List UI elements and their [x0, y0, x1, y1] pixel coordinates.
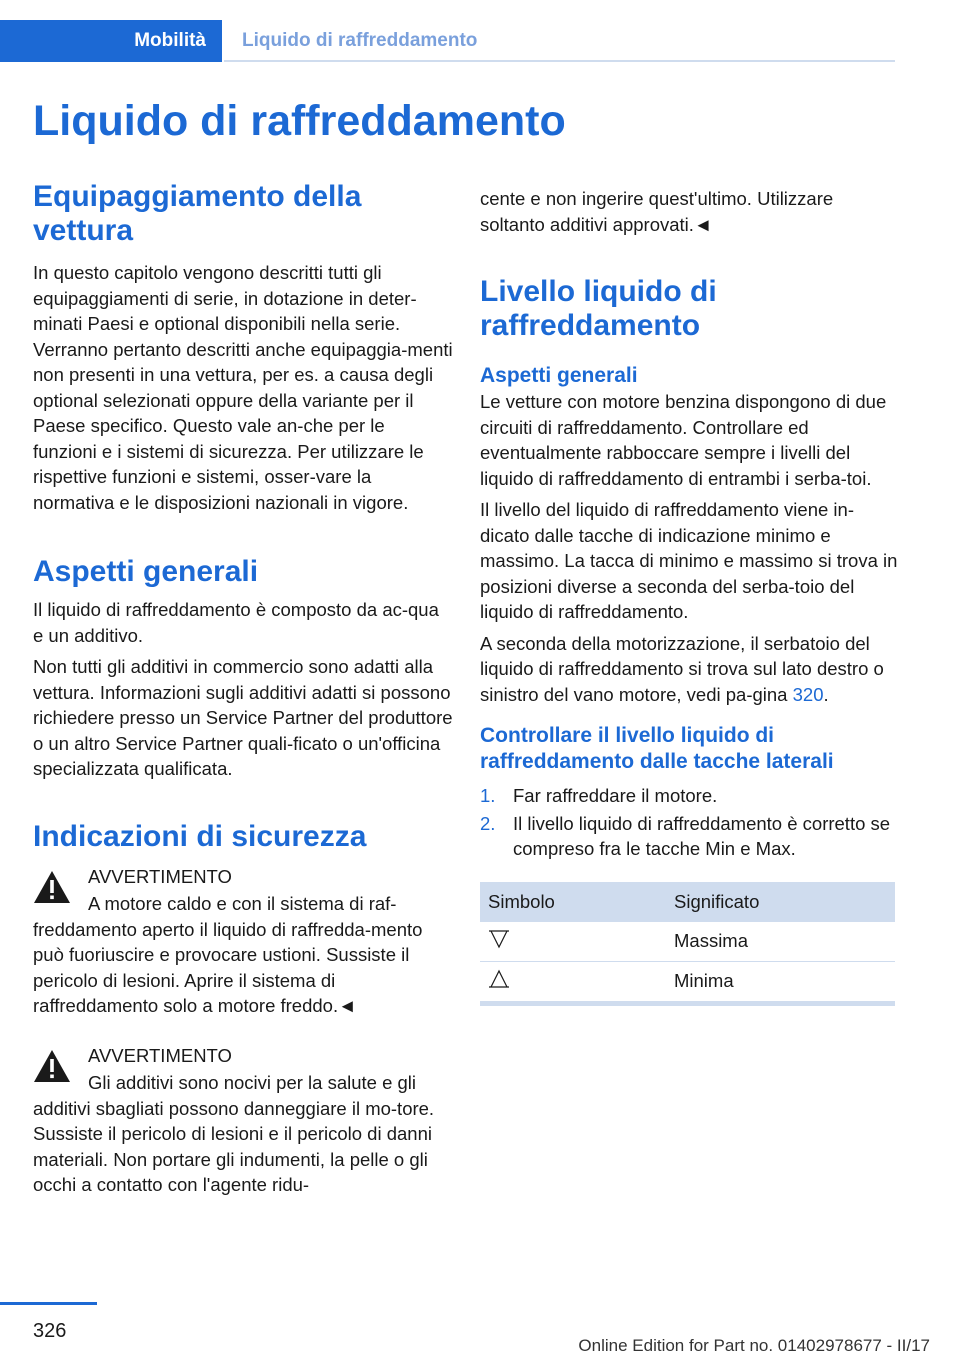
- step-number: 1.: [480, 785, 496, 806]
- level-heading: Livello liquido di raffreddamento: [480, 275, 717, 342]
- table-cell-meaning: Massima: [666, 922, 895, 962]
- table-row: [480, 961, 895, 1003]
- general-paragraph-1: Il liquido di raffreddamento è composto da ac‐qua e un additivo.: [33, 599, 439, 646]
- step-number: 2.: [480, 812, 496, 834]
- table-cell-symbol: [480, 922, 666, 962]
- general-paragraph-2: Non tutti gli additivi in commercio sono adatti alla vettura. Informazioni sugli additivi adatti si possono richiedere presso un Service Partner del produttore o un altro Service Partner quali‐ficato o un'officina specializzata qualificata.: [33, 656, 453, 779]
- check-level-heading: Controllare il livello liquido di raffreddamento dalle tacche laterali: [480, 724, 834, 773]
- table-row: [480, 922, 895, 962]
- left-column: [33, 180, 453, 1204]
- equipment-heading: Equipaggiamento della vettura: [33, 180, 362, 247]
- symbol-table: [480, 882, 895, 1006]
- max-mark-icon: [488, 928, 510, 950]
- table-header-row: [480, 882, 895, 922]
- header-section-tab[interactable]: [0, 20, 222, 62]
- equipment-text: In questo capitolo vengono descritti tutti gli equipaggiamenti di serie, in dotazione in deter‐minati Paesi e optional disponibili nella serie. Verranno pertanto descritti anche equipaggia‐menti non presenti in una vettura, per es. a causa degli optional selezionati oppure della variante per il Paese specifico. Questo vale an‐che per le funzioni e i sistemi di sicurezza. Per utilizzare le rispettive funzioni e sistemi, osser‐vare la normativa e le disposizioni nazionali in vigore.: [33, 262, 453, 513]
- page-link-320[interactable]: 320: [792, 683, 824, 705]
- warning-block-1: [33, 864, 453, 1019]
- page-title: Liquido di raffreddamento: [33, 97, 566, 145]
- table-header-symbol: Simbolo: [480, 882, 666, 922]
- header-topic-label: Liquido di raffreddamento: [242, 30, 478, 51]
- edition-label: Online Edition for Part no. 01402978677 - II/17: [578, 1336, 930, 1355]
- general-heading: Aspetti generali: [33, 555, 259, 588]
- right-column: [480, 186, 900, 1006]
- level-paragraph-2: Il livello del liquido di raffreddamento viene in‐dicato dalle tacche di indicazione minimo e massimo. La tacca di minimo e massimo si trova in posizioni diverse a seconda del serba‐toio del liquido di raffreddamento.: [480, 499, 898, 622]
- level-general-subheading: Aspetti generali: [480, 364, 638, 387]
- header-topic-tab[interactable]: [224, 20, 895, 62]
- table-header-meaning: Significato: [666, 882, 895, 922]
- warning-2-continued: cente e non ingerire quest'ultimo. Utilizzare soltanto additivi approvati.◄: [480, 188, 834, 235]
- step-text: Il livello liquido di raffreddamento è corretto se compreso fra le tacche Min e Max.: [513, 812, 891, 859]
- warning-1-label: AVVERTIMENTO: [88, 865, 232, 887]
- header-section-label: Mobilità: [134, 30, 206, 51]
- warning-triangle-icon: [33, 870, 71, 904]
- page-number: 326: [33, 1320, 67, 1342]
- footer-accent-line: [0, 1302, 97, 1305]
- warning-1-text: [33, 891, 453, 1019]
- min-mark-icon: [488, 968, 510, 990]
- level-paragraph-3-text: A seconda della motorizzazione, il serbatoio del liquido di raffreddamento si trova sul lato destro o sinistro del vano motore, vedi pa‐gina: [480, 632, 884, 705]
- warning-2-text: [33, 1070, 453, 1198]
- level-paragraph-3: [480, 631, 900, 708]
- warning-triangle-icon: [33, 1049, 71, 1083]
- table-cell-meaning: Minima: [666, 961, 895, 1003]
- level-paragraph-1: Le vetture con motore benzina dispongono di due circuiti di raffreddamento. Controllare ed eventualmente rabboccare sempre i livelli del liquido di raffreddamento di entrambi i serba‐toi.: [480, 391, 887, 489]
- steps-list: [480, 783, 900, 862]
- table-cell-symbol: [480, 961, 666, 1003]
- list-item: [480, 811, 900, 862]
- warning-1-text-content: A motore caldo e con il sistema di raf‐freddamento aperto il liquido di raffredda‐mento può fuoriuscire e provocare ustioni. Sussiste il pericolo di lesioni. Aprire il sistema di raffreddamento solo a motore freddo.◄: [33, 893, 423, 1016]
- list-item: [480, 783, 900, 809]
- safety-heading: Indicazioni di sicurezza: [33, 819, 367, 853]
- warning-2-label: AVVERTIMENTO: [88, 1044, 232, 1066]
- warning-2-text-content: Gli additivi sono nocivi per la salute e gli additivi sbagliati possono danneggiare il mo‐tore. Sussiste il pericolo di lesioni e il pericolo di danni materiali. Non portare gli indumenti, la pelle o gli occhi a contatto con l'agente ridu‐: [33, 1072, 435, 1195]
- step-text: Far raffreddare il motore.: [513, 785, 718, 806]
- warning-block-2: [33, 1043, 453, 1198]
- level-paragraph-3-end: .: [823, 683, 829, 705]
